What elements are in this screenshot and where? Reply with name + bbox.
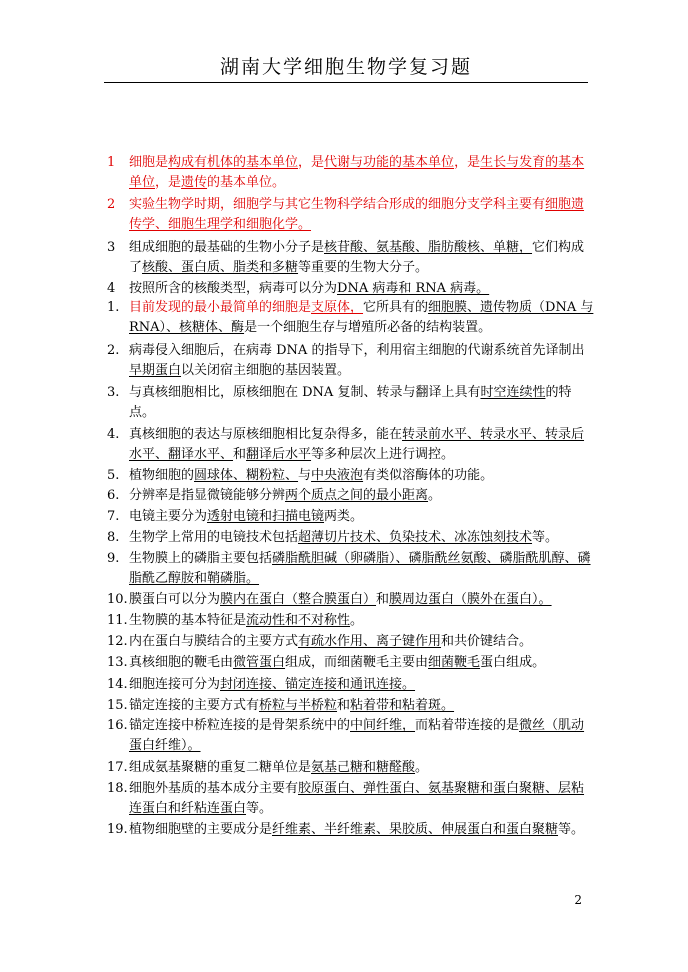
- question-number: 2: [107, 197, 116, 212]
- question-text: [129, 820, 597, 840]
- question-segment: 与真核细胞相比，原核细胞在 DNA 复制、转录与翻译上具有: [129, 385, 481, 400]
- question-segment: 生物学上常用的电镜技术包括: [129, 530, 299, 545]
- question-text: [129, 195, 597, 235]
- question-item: [107, 383, 597, 423]
- page-number: 2: [574, 893, 582, 907]
- question-number: 6.: [107, 488, 120, 503]
- question-segment: 锚定连接的主要方式有: [129, 698, 260, 713]
- question-segment: 组成氨基聚糖的重复二糖单位是: [129, 760, 312, 775]
- question-number: 1: [107, 155, 116, 170]
- question-text: [129, 590, 597, 610]
- question-segment: 是一个细胞生存与增殖所必备的结构装置。: [244, 320, 492, 335]
- question-segment: ，是: [298, 155, 325, 170]
- question-item: [107, 486, 597, 506]
- question-segment: 内在蛋白与膜结合的主要方式: [129, 634, 299, 649]
- answer-blank: 核苷酸、氨基酸、脂肪酸核、单糖，: [324, 240, 533, 255]
- question-item: [107, 758, 597, 778]
- question-item: [107, 466, 597, 486]
- question-text: [129, 298, 597, 338]
- question-text: [129, 466, 597, 486]
- question-segment: 与: [298, 468, 312, 483]
- question-segment: 和: [233, 447, 247, 462]
- question-number: 18.: [107, 781, 128, 796]
- question-segment: 和: [376, 592, 390, 607]
- question-item: [107, 590, 597, 610]
- question-text: [129, 153, 597, 193]
- question-number: 3: [107, 240, 116, 255]
- question-segment: 植物细胞的: [129, 468, 195, 483]
- answer-blank: 磷脂酰胆碱（卵磷脂）、磷脂酰丝氨酸、磷脂酰肌醇、磷脂酰乙醇胺和鞘磷脂。: [129, 551, 591, 586]
- answer-blank: 代谢与功能的基本单位: [324, 155, 455, 170]
- question-segment: 的特点。: [129, 385, 572, 420]
- question-segment: 它所具有的: [363, 300, 429, 315]
- question-segment: 分辨率是指显微镜能够分辨: [129, 488, 286, 503]
- question-item: [107, 153, 597, 193]
- answer-blank: 氨基己糖和糖醛酸: [311, 760, 416, 775]
- answer-blank: 胶原蛋白、弹性蛋白、氨基聚糖和蛋白聚糖、层粘连蛋白和纤粘连蛋白: [129, 781, 585, 816]
- answer-blank: 翻译后水平: [246, 447, 312, 462]
- question-segment: 它们构成了: [129, 240, 585, 275]
- question-item: [107, 779, 597, 819]
- question-text: [129, 279, 597, 299]
- question-segment: 植物细胞壁的主要成分是: [129, 822, 273, 837]
- question-number: 8.: [107, 530, 120, 545]
- question-segment: 有类似溶酶体的功能。: [363, 468, 494, 483]
- answer-blank: 细胞遗传学、细胞生理学和细胞化学。: [129, 197, 585, 232]
- question-item: [107, 341, 597, 381]
- question-item: [107, 611, 597, 631]
- question-segment: 和: [337, 698, 351, 713]
- answer-blank: 支原体，: [311, 300, 364, 315]
- answer-blank: 核酸、蛋白质、脂类和多糖: [142, 260, 299, 275]
- question-number: 12.: [107, 634, 128, 649]
- question-number: 2.: [107, 343, 120, 358]
- question-text: [129, 383, 597, 423]
- question-item: [107, 696, 597, 716]
- question-segment: 病毒侵入细胞后，在病毒 DNA 的指导下，利用宿主细胞的代谢系统首先译制出: [129, 343, 585, 358]
- question-text: [129, 341, 597, 381]
- question-item: [107, 195, 597, 235]
- question-segment: 。: [415, 760, 429, 775]
- answer-blank: 微管蛋白: [233, 655, 286, 670]
- question-segment: 等。: [532, 530, 559, 545]
- answer-blank: 流动性和不对称性: [246, 613, 351, 628]
- question-item: [107, 279, 597, 299]
- question-item: [107, 820, 597, 840]
- answer-blank: 遗传: [181, 175, 208, 190]
- answer-blank: 时空连续性: [480, 385, 546, 400]
- question-number: 19.: [107, 822, 128, 837]
- page-header: [104, 52, 588, 83]
- answer-blank: 生长与发育的基本单位: [129, 155, 585, 190]
- question-segment: 生物膜上的磷脂主要包括: [129, 551, 273, 566]
- question-number: 3.: [107, 385, 120, 400]
- answer-blank: 膜周边蛋白（膜外在蛋白）。: [389, 592, 552, 607]
- question-text: [129, 758, 597, 778]
- question-text: [129, 238, 597, 278]
- question-text: [129, 528, 597, 548]
- question-text: [129, 507, 597, 527]
- question-item: [107, 528, 597, 548]
- answer-blank: 封闭连接、锚定连接和通讯连接。: [220, 677, 416, 692]
- question-segment: 细胞是: [129, 155, 169, 170]
- question-segment: 蛋白组成。: [480, 655, 546, 670]
- answer-blank: 构成有机体的基本单位: [168, 155, 299, 170]
- question-item: [107, 298, 597, 338]
- answer-blank: 细胞膜、遗传物质（DNA 与 RNA）、核糖体、酶: [129, 300, 594, 335]
- question-segment: 组成，而细菌鞭毛主要由: [285, 655, 429, 670]
- answer-blank: 纤维素、半纤维素、果胶质、伸展蛋白和蛋白聚糖: [272, 822, 559, 837]
- question-number: 4.: [107, 427, 120, 442]
- question-number: 5.: [107, 468, 120, 483]
- question-segment: 。: [350, 613, 364, 628]
- question-text: [129, 486, 597, 506]
- question-segment: 等多种层次上进行调控。: [311, 447, 455, 462]
- answer-blank: 中间纤维，: [350, 718, 416, 733]
- question-number: 11.: [107, 613, 128, 628]
- question-item: [107, 632, 597, 652]
- question-number: 15.: [107, 698, 128, 713]
- question-text: [129, 549, 597, 589]
- question-segment: 细胞外基质的基本成分主要有: [129, 781, 299, 796]
- question-text: [129, 632, 597, 652]
- question-text: [129, 611, 597, 631]
- question-item: [107, 716, 597, 756]
- answer-blank: 中央液泡: [311, 468, 364, 483]
- question-item: [107, 425, 597, 465]
- question-segment: 目前发现的最小最简单的细胞是: [129, 300, 312, 315]
- question-number: 16.: [107, 718, 128, 733]
- answer-blank: DNA 病毒和 RNA 病毒。: [337, 281, 490, 296]
- question-segment: 真核细胞的表达与原核细胞相比复杂得多，能在: [129, 427, 403, 442]
- question-item: [107, 549, 597, 589]
- answer-blank: 膜内在蛋白（整合膜蛋白）: [220, 592, 377, 607]
- question-segment: 的基本单位。: [207, 175, 286, 190]
- page-title: 湖南大学细胞生物学复习题: [219, 56, 472, 78]
- question-segment: 真核细胞的鞭毛由: [129, 655, 234, 670]
- question-segment: 。: [428, 488, 442, 503]
- answer-blank: 早期蛋白: [129, 363, 182, 378]
- answer-blank: 细菌鞭毛: [428, 655, 481, 670]
- answer-blank: 微丝（肌动蛋白纤维）。: [129, 718, 585, 753]
- question-segment: 膜蛋白可以分为: [129, 592, 221, 607]
- question-item: [107, 507, 597, 527]
- question-item: [107, 238, 597, 278]
- question-segment: 两类。: [324, 509, 364, 524]
- answer-blank: 粘着带和粘着斑。: [350, 698, 455, 713]
- question-text: [129, 716, 597, 756]
- question-text: [129, 696, 597, 716]
- question-segment: 按照所含的核酸类型，病毒可以分为: [129, 281, 338, 296]
- question-number: 13.: [107, 655, 128, 670]
- question-item: [107, 675, 597, 695]
- question-segment: 而粘着带连接的是: [415, 718, 520, 733]
- question-segment: 锚定连接中桥粒连接的是骨架系统中的: [129, 718, 351, 733]
- question-segment: 等。: [246, 801, 273, 816]
- question-segment: 等重要的生物大分子。: [298, 260, 429, 275]
- question-text: [129, 653, 597, 673]
- question-segment: 等。: [558, 822, 585, 837]
- answer-blank: 超薄切片技术、负染技术、冰冻蚀刻技术: [298, 530, 533, 545]
- question-segment: 细胞连接可分为: [129, 677, 221, 692]
- question-text: [129, 779, 597, 819]
- question-segment: 实验生物学时期，细胞学与其它生物科学结合形成的细胞分支学科主要有: [129, 197, 546, 212]
- question-number: 10.: [107, 592, 128, 607]
- question-segment: 生物膜的基本特征是: [129, 613, 247, 628]
- answer-blank: 两个质点之间的最小距离: [285, 488, 429, 503]
- answer-blank: 转录前水平、转录水平、转录后水平、翻译水平、: [129, 427, 585, 462]
- question-segment: 以关闭宿主细胞的基因装置。: [181, 363, 351, 378]
- question-segment: ，是: [454, 155, 481, 170]
- question-item: [107, 653, 597, 673]
- question-number: 17.: [107, 760, 128, 775]
- answer-blank: 透射电镜和扫描电镜: [207, 509, 325, 524]
- answer-blank: 有疏水作用、离子键作用: [298, 634, 442, 649]
- question-number: 1.: [107, 300, 120, 315]
- question-number: 14.: [107, 677, 128, 692]
- question-segment: 和共价键结合。: [441, 634, 533, 649]
- question-number: 4: [107, 281, 116, 296]
- question-segment: ，是: [155, 175, 182, 190]
- question-number: 9.: [107, 551, 120, 566]
- question-text: [129, 425, 597, 465]
- question-segment: 组成细胞的最基础的生物小分子是: [129, 240, 325, 255]
- question-segment: 电镜主要分为: [129, 509, 208, 524]
- answer-blank: 圆球体、糊粉粒、: [194, 468, 299, 483]
- question-text: [129, 675, 597, 695]
- question-number: 7.: [107, 509, 120, 524]
- answer-blank: 桥粒与半桥粒: [259, 698, 338, 713]
